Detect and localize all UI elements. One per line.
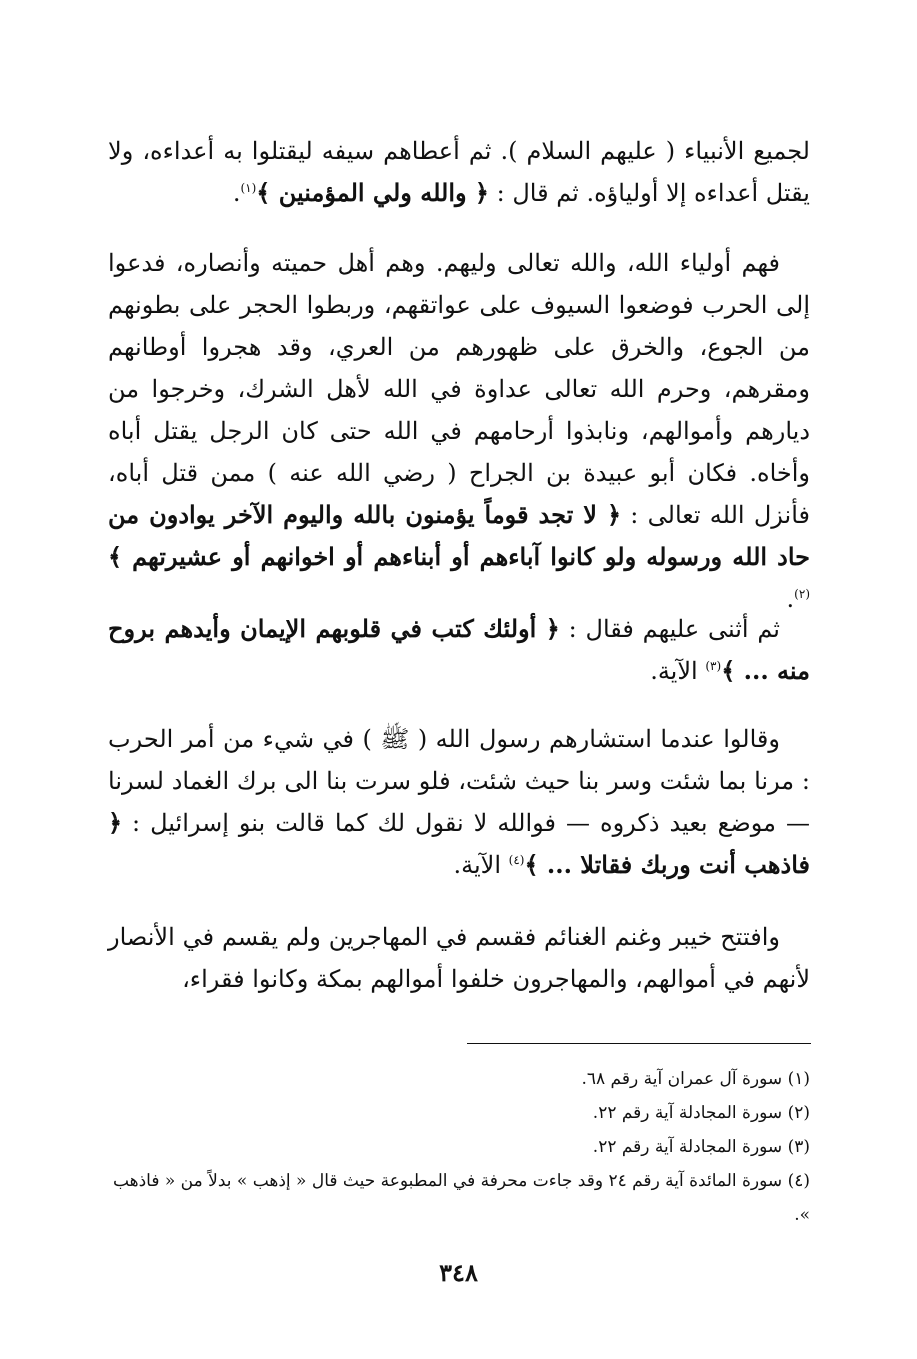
footnote-1: (١) سورة آل عمران آية رقم ٦٨. <box>581 1069 810 1089</box>
quran-verse: ﴿ لا تجد قوماً يؤمنون بالله واليوم الآخر يوادون من حاد الله ورسوله ولو كانوا آباءهم أو أبناءهم أو اخوانهم أو عشيرتهم ﴾ <box>108 500 810 571</box>
text-segment: فهم أولياء الله، والله تعالى وليهم. وهم أهل حميته وأنصاره، فدعوا إلى الحرب فوضعوا السيوف على عواتقهم، وربطوا الحجر على بطونهم من الجوع، والخرق على ظهورهم من العري، وقد هجروا أوطانهم ومقرهم، وحرم الله تعالى عداوة في الله لأهل الشرك، وخرجوا من ديارهم وأموالهم، ونابذوا أرحامهم في الله حتى كان الرجل يقتل أباه وأخاه. فكان أبو عبيدة بن الجراح ( رضي الله عنه ) ممن قتل أباه، فأنزل الله تعالى : <box>108 249 811 529</box>
footnote-separator <box>467 1043 811 1044</box>
quran-verse: ﴿ فاذهب أنت وربك فقاتلا ... ﴾ <box>108 808 810 879</box>
text-segment: ثم أثنى عليهم فقال : <box>559 615 780 643</box>
text-segment: الآية. <box>650 657 706 685</box>
footnote-3: (٣) سورة المجادلة آية رقم ٢٢. <box>592 1137 810 1157</box>
footnote-ref-2: (٢) <box>794 587 810 601</box>
paragraph-text <box>108 718 810 886</box>
text-segment: وقالوا عندما استشارهم رسول الله ( ﷺ ) في شيء من أمر الحرب : مرنا بما شئت وسر بنا حيث شئت، فلو سرت بنا الى برك الغماد لسرنا — موضع بعيد ذكروه — فوالله لا نقول لك كما قالت بنو إسرائيل : <box>108 725 810 837</box>
paragraph-text <box>108 130 810 214</box>
paragraph-3 <box>108 608 810 692</box>
text-segment: . <box>232 179 241 207</box>
footnotes <box>110 1062 810 1232</box>
paragraph-1 <box>108 130 810 214</box>
paragraph-text <box>108 916 810 1000</box>
text-segment: الآية. <box>453 851 509 879</box>
footnote-4: (٤) سورة المائدة آية رقم ٢٤ وقد جاءت محرفة في المطبوعة حيث قال « إذهب » بدلاً من « فاذهب ». <box>112 1171 810 1225</box>
footnote-ref-1: (١) <box>240 181 257 195</box>
text-segment: لجميع الأنبياء ( عليهم السلام ). ثم أعطاهم سيفه ليقتلوا به أعداءه، ولا يقتل أعداءه إلا أولياؤه. ثم قال : <box>108 137 810 207</box>
text-segment: وافتتح خيبر وغنم الغنائم فقسم في المهاجرين ولم يقسم في الأنصار لأنهم في أموالهم، والمهاجرون خلفوا أموالهم بمكة وكانوا فقراء، <box>108 923 810 993</box>
page-number: ٣٤٨ <box>439 1258 478 1287</box>
paragraph-text <box>108 242 810 620</box>
quran-verse: ﴿ والله ولي المؤمنين ﴾ <box>256 178 489 207</box>
footnote-ref-4: (٤) <box>508 853 525 867</box>
paragraph-2 <box>108 242 810 620</box>
footnote-2: (٢) سورة المجادلة آية رقم ٢٢. <box>592 1103 810 1123</box>
paragraph-text <box>108 608 810 692</box>
quran-verse: ﴿ أولئك كتب في قلوبهم الإيمان وأيدهم بروح منه ... ﴾ <box>108 614 810 685</box>
paragraph-4 <box>108 718 810 886</box>
text-segment: . <box>786 585 795 613</box>
footnote-ref-3: (٣) <box>705 659 722 673</box>
paragraph-5 <box>108 916 810 1000</box>
